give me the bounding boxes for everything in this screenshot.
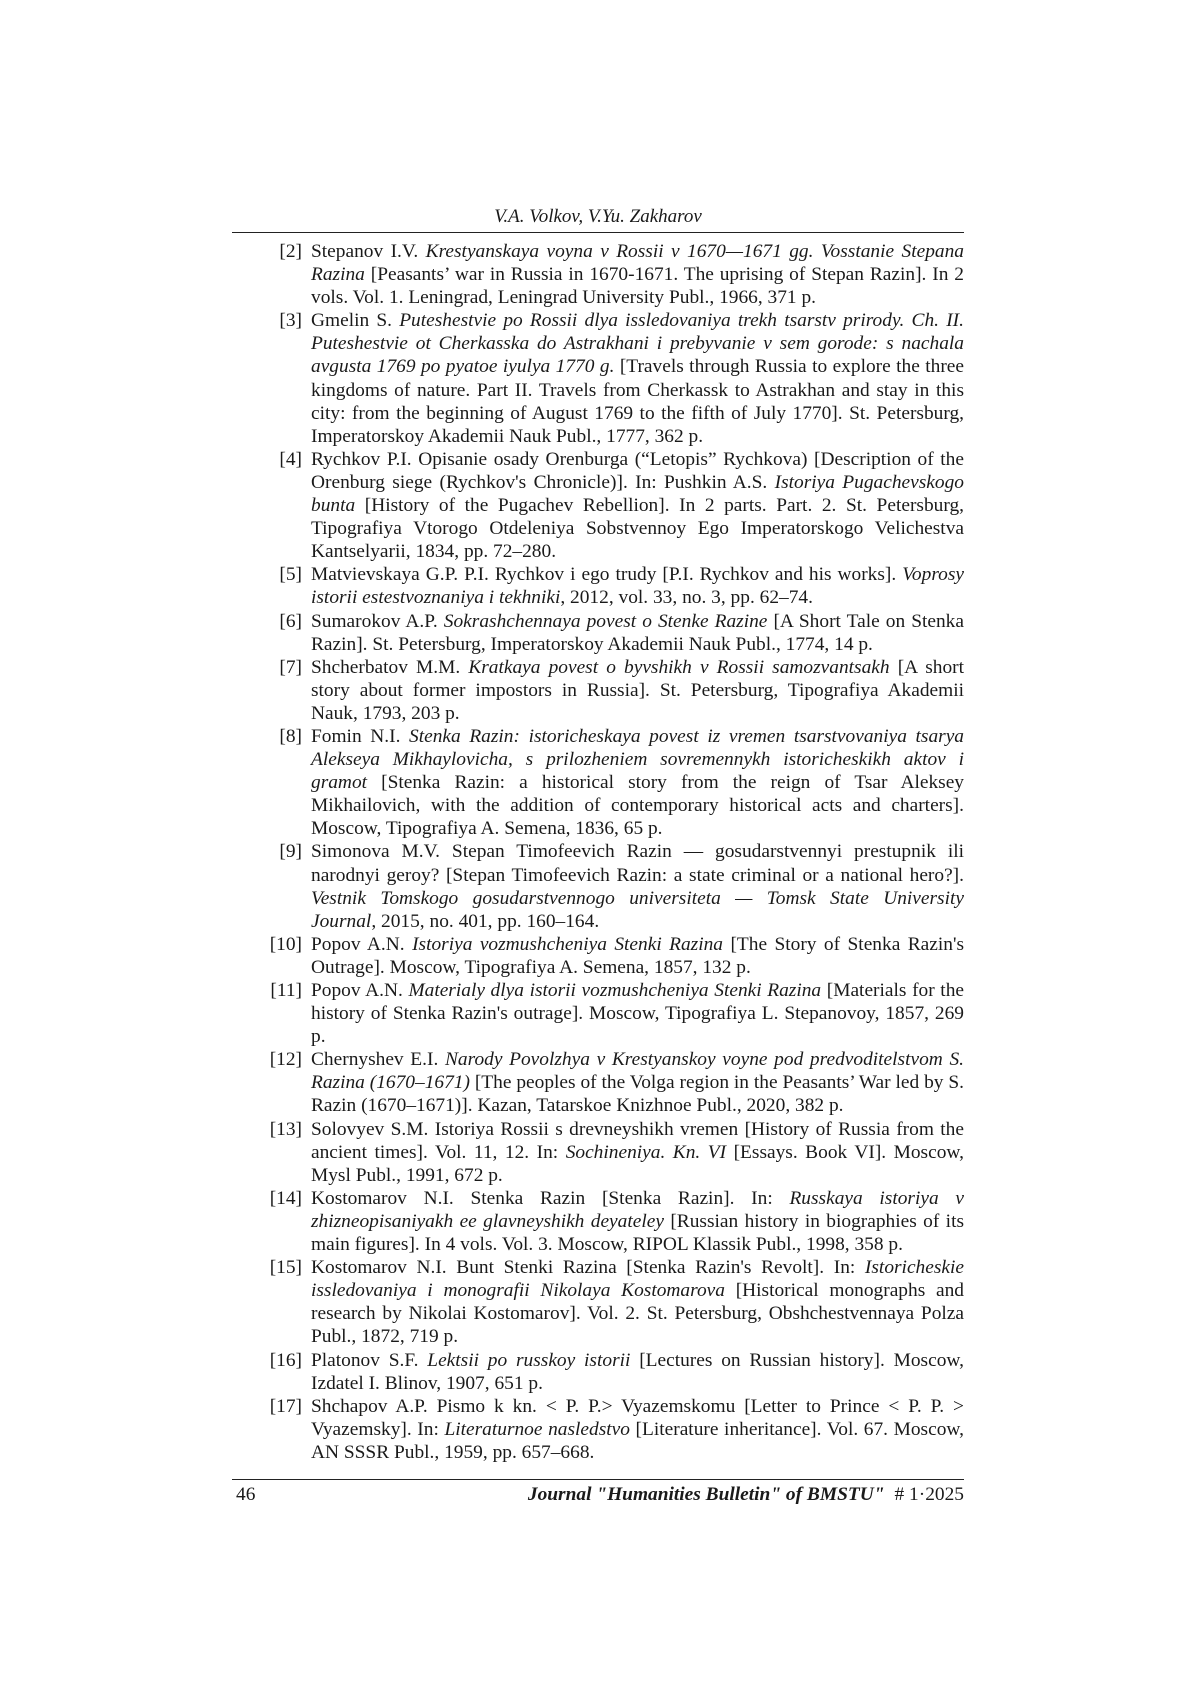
reference-title-italic: Istoriya vozmushcheniya Stenki Razina (412, 933, 724, 955)
reference-item (262, 1048, 964, 1117)
reference-title-italic: Stenka Razin: istoricheskaya povest iz vremen tsarstvovaniya tsarya Alekseya Mikhaylovicha, s prilozheniem sovremennykh istoricheskikh aktov i gramot (311, 725, 965, 794)
reference-text (311, 1119, 964, 1186)
reference-title-italic: Sochineniya. Kn. VI (565, 1141, 727, 1163)
reference-text (311, 1188, 964, 1255)
reference-title-italic: Materialy dlya istorii vozmushcheniya Stenki Razina (408, 980, 822, 1001)
reference-number: [6] (279, 610, 302, 632)
footer-journal-info (528, 1484, 964, 1506)
reference-text-segment: Shchapov A.P. Pismo k kn. < P. P.> Vyazemskomu [Letter to Prince < P. P. > Vyazemsky]. In: (311, 1395, 964, 1440)
reference-text-segment: Popov A.N. (311, 933, 413, 955)
reference-number: [17] (269, 1395, 302, 1417)
reference-text-segment: Simonova M.V. Stepan Timofeevich Razin — gosudarstvennyi prestupnik ili narodnyi geroy? [Stepan Timofeevich Razin: a state criminal or a national hero?]. (311, 841, 964, 886)
header-divider (232, 232, 964, 233)
reference-number: [13] (269, 1118, 302, 1140)
reference-title-italic: Sokrashchennaya povest o Stenke Razine (443, 610, 768, 632)
reference-list (262, 240, 964, 1464)
reference-text (311, 841, 964, 931)
reference-item (262, 840, 964, 932)
reference-text-segment: Matvievskaya G.P. P.I. Rychkov i ego trudy [P.I. Rychkov and his works]. (311, 564, 903, 586)
reference-text-segment: Gmelin S. (311, 310, 400, 332)
reference-text-segment: Fomin N.I. (311, 725, 410, 747)
reference-text (311, 564, 964, 608)
reference-text-segment: Platonov S.F. (311, 1349, 428, 1371)
reference-title-italic: Krestyanskaya voyna v Rossii v 1670—1671 gg. Vosstanie Stepana Razina (311, 241, 964, 286)
reference-number: [3] (279, 310, 302, 332)
reference-text-segment: [The peoples of the Volga region in the Peasants’ War led by S. Razin (1670–1671)]. Kazan, Tatarskoe Knizhnoe Publ., 2020, 382 p. (311, 1072, 965, 1117)
reference-text-segment: Stepanov I.V. (311, 241, 426, 262)
reference-number: [7] (279, 656, 302, 678)
reference-number: [5] (279, 564, 302, 586)
reference-text-segment: Kostomarov N.I. Bunt Stenki Razina [Stenka Razin's Revolt]. In: (311, 1257, 865, 1279)
reference-title-italic: Literaturnoe nasledstvo (444, 1418, 630, 1440)
footer-divider (232, 1479, 964, 1480)
reference-text-segment: [Peasants’ war in Russia in 1670-1671. The uprising of Stepan Razin]. In 2 vols. Vol. 1. Leningrad, Leningrad University Publ., 1966, 371 p. (311, 264, 964, 309)
reference-text-segment: [Lectures on Russian history]. Moscow, Izdatel I. Blinov, 1907, 651 p. (311, 1349, 964, 1394)
reference-title-italic: Vestnik Tomskogo gosudarstvennogo universiteta — Tomsk State University Journal (311, 887, 964, 932)
reference-item (262, 1349, 964, 1395)
reference-text (311, 1257, 964, 1347)
reference-item (262, 656, 964, 725)
reference-title-italic: Istoriya Pugachevskogo bunta (311, 471, 964, 517)
reference-text (311, 1350, 964, 1394)
reference-item (262, 1256, 964, 1348)
reference-text-segment: [A Short Tale on Stenka Razin]. St. Petersburg, Imperatorskoy Akademii Nauk Publ., 1774, 14 p. (311, 610, 964, 655)
running-head-authors: V.A. Volkov, V.Yu. Zakharov (494, 206, 702, 227)
reference-number: [11] (270, 980, 302, 1001)
reference-text-segment: [Literature inheritance]. Vol. 67. Moscow, AN SSSR Publ., 1959, pp. 657–668. (311, 1418, 964, 1463)
reference-text (311, 1049, 964, 1116)
reference-text (311, 449, 964, 562)
reference-item (262, 1187, 964, 1256)
reference-text-segment: Chernyshev E.I. (311, 1049, 445, 1071)
reference-text-segment: [Historical monographs and research by Nikolai Kostomarov]. Vol. 2. St. Petersburg, Obshchestvennaya Polza Publ., 1872, 719 p. (311, 1280, 964, 1348)
reference-text-segment: Popov A.N. (311, 980, 409, 1001)
reference-item (262, 309, 964, 448)
reference-text-segment: [History of the Pugachev Rebellion]. In 2 parts. Part. 2. St. Petersburg, Tipografiya Vtorogo Otdeleniya Sobstvennoy Ego Imperatorskogo Velichestva Kantselyarii, 1834, pp. 72–280. (311, 495, 964, 563)
reference-text (311, 1396, 964, 1463)
reference-text (311, 980, 964, 1047)
reference-number: [2] (279, 241, 302, 262)
reference-item (262, 933, 964, 979)
reference-item (262, 610, 964, 656)
reference-item (262, 448, 964, 563)
reference-text (311, 657, 964, 724)
reference-item (262, 240, 964, 309)
reference-number: [14] (269, 1187, 302, 1209)
reference-item (262, 563, 964, 609)
reference-text-segment: Solovyev S.M. Istoriya Rossii s drevneyshikh vremen [History of Russia from the ancient times]. Vol. 11, 12. In: (311, 1118, 964, 1163)
reference-text-segment: [Stenka Razin: a historical story from the reign of Tsar Aleksey Mikhailovich, with the addition of contemporary historical acts and charters]. Moscow, Tipografiya A. Semena, 1836, 65 p. (311, 772, 964, 840)
reference-text (311, 726, 964, 839)
reference-title-italic: Narody Povolzhya v Krestyanskoy voyne pod predvoditelstvom S. Razina (1670–1671) (311, 1049, 964, 1094)
reference-text-segment: [Russian history in biographies of its main figures]. In 4 vols. Vol. 3. Moscow, RIPOL Klassik Publ., 1998, 358 p. (311, 1210, 965, 1256)
reference-text-segment: , 2012, vol. 33, no. 3, pp. 62–74. (560, 587, 813, 609)
reference-text-segment: , 2015, no. 401, pp. 160–164. (371, 910, 600, 932)
reference-number: [16] (269, 1349, 302, 1371)
reference-number: [9] (279, 841, 302, 863)
reference-text (311, 611, 964, 655)
reference-number: [10] (269, 933, 302, 955)
reference-title-italic: Kratkaya povest o byvshikh v Rossii samozvantsakh (468, 656, 890, 678)
journal-title: Journal "Humanities Bulletin" of BMSTU" (527, 1484, 885, 1505)
issue-number: # 1·2025 (894, 1484, 964, 1505)
reference-text-segment: [Travels through Russia to explore the three kingdoms of nature. Part II. Travels from Cherkassk to Astrakhan and stay in this city: from the beginning of August 1769 to the fifth of July 1770]. St. Petersburg, Imperatorskoy Akademii Nauk Publ., 1777, 362 p. (311, 356, 964, 447)
reference-item (262, 725, 964, 840)
reference-text-segment: [The Story of Stenka Razin's Outrage]. Moscow, Tipografiya A. Semena, 1857, 132 p. (311, 933, 964, 978)
reference-title-italic: Istoricheskie issledovaniya i monografii Nikolaya Kostomarova (311, 1257, 964, 1302)
reference-title-italic: Puteshestvie po Rossii dlya issledovaniya trekh tsarstv prirody. Ch. II. Puteshestvie ot Cherkasska do Astrakhani i prebyvanie v sem gorode: s nachala avgusta 1769 po pyatoe iyulya 1770 g. (311, 310, 964, 378)
reference-item (262, 1395, 964, 1464)
reference-text-segment: Kostomarov N.I. Stenka Razin [Stenka Razin]. In: (311, 1187, 790, 1209)
reference-title-italic: Lektsii po russkoy istorii (427, 1349, 631, 1371)
reference-title-italic: Russkaya istoriya v zhizneopisaniyakh ee glavneyshikh deyateley (311, 1187, 965, 1232)
reference-text-segment: Sumarokov A.P. (311, 610, 444, 632)
reference-number: [4] (279, 448, 302, 470)
reference-title-italic: Voprosy istorii estestvoznaniya i tekhniki (311, 564, 964, 609)
page-footer (236, 1484, 964, 1506)
reference-text (311, 934, 964, 978)
reference-text-segment: Shcherbatov M.M. (311, 656, 469, 678)
reference-item (262, 1118, 964, 1187)
reference-item (262, 979, 964, 1048)
reference-text-segment: [Materials for the history of Stenka Razin's outrage]. Moscow, Tipografiya L. Stepanovoy, 1857, 269 p. (311, 980, 964, 1048)
reference-text-segment: [Essays. Book VI]. Moscow, Mysl Publ., 1991, 672 p. (311, 1141, 964, 1186)
reference-text-segment: Rychkov P.I. Opisanie osady Orenburga (“Letopis” Rychkova) [Description of the Orenburg siege (Rychkov's Chronicle)]. In: Pushkin A.S. (311, 448, 964, 493)
reference-number: [8] (279, 725, 302, 747)
reference-text-segment: [A short story about former impostors in Russia]. St. Petersburg, Tipografiya Akademii Nauk, 1793, 203 p. (311, 656, 964, 724)
reference-number: [12] (269, 1049, 302, 1071)
reference-text (311, 241, 964, 308)
reference-text (311, 310, 964, 446)
reference-number: [15] (269, 1257, 302, 1279)
page-number: 46 (236, 1484, 256, 1505)
